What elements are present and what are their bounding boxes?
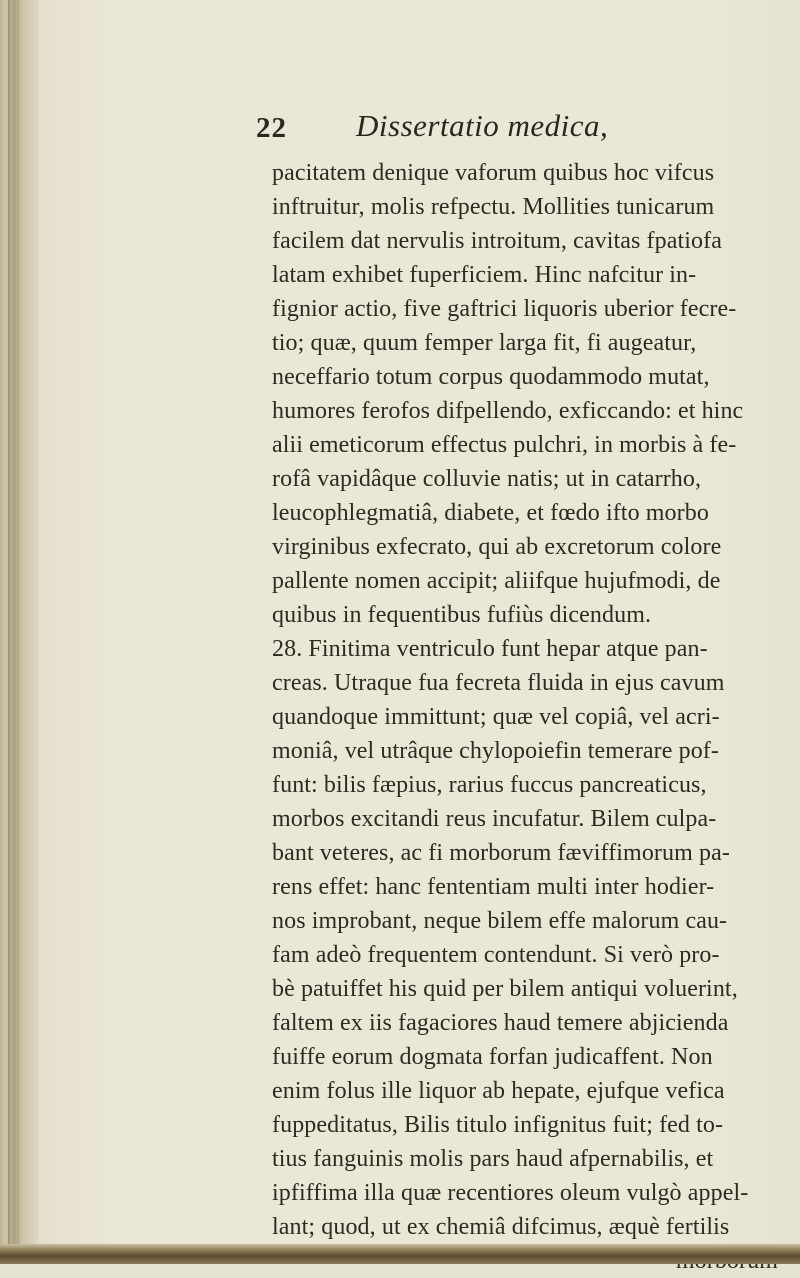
text-line: rofâ vapidâque colluvie natis; ut in catarrho,	[272, 466, 702, 492]
text-line: quibus in fequentibus fufiùs dicendum.	[272, 602, 652, 628]
text-line: morbos excitandi reus incufatur. Bilem culpa-	[272, 806, 717, 832]
page-bottom-edge	[0, 1244, 800, 1264]
text-line: ipfiffima illa quæ recentiores oleum vulgò appel-	[272, 1180, 749, 1206]
text-line: faltem ex iis fagaciores haud temere abjicienda	[272, 1010, 729, 1036]
text-line: virginibus exfecrato, qui ab excretorum colore	[272, 534, 722, 560]
text-line: neceffario totum corpus quodammodo mutat,	[272, 364, 710, 390]
text-line: rens effet: hanc fententiam multi inter hodier-	[272, 874, 715, 900]
text-line: inftruitur, molis refpectu. Mollities tunicarum	[272, 194, 715, 220]
text-line: alii emeticorum effectus pulchri, in morbis à fe-	[272, 432, 737, 458]
text-line: funt: bilis fæpius, rarius fuccus pancreaticus,	[272, 772, 707, 798]
text-line: fuiffe eorum dogmata forfan judicaffent. Non	[272, 1044, 713, 1070]
text-line: bant veteres, ac fi morborum fæviffimorum pa-	[272, 840, 730, 866]
text-line: fignior actio, five gaftrici liquoris uberior fecre-	[272, 296, 737, 322]
text-line: 28. Finitima ventriculo funt hepar atque pan-	[272, 636, 708, 662]
text-line: latam exhibet fuperficiem. Hinc nafcitur in-	[272, 262, 697, 288]
text-line: humores ferofos difpellendo, exficcando: et hinc	[272, 398, 744, 424]
text-line: quandoque immittunt; quæ vel copiâ, vel acri-	[272, 704, 720, 730]
text-line: lant; quod, ut ex chemiâ difcimus, æquè fertilis	[272, 1214, 730, 1240]
text-line: fuppeditatus, Bilis titulo infignitus fuit; fed to-	[272, 1112, 724, 1138]
text-line: creas. Utraque fua fecreta fluida in ejus cavum	[272, 670, 725, 696]
text-line: pacitatem denique vaforum quibus hoc vifcus	[272, 160, 715, 186]
text-line: enim folus ille liquor ab hepate, ejufque vefica	[272, 1078, 725, 1104]
page-header	[256, 108, 796, 154]
text-line: tio; quæ, quum femper larga fit, fi augeatur,	[272, 330, 697, 356]
text-line: bè patuiffet his quid per bilem antiqui voluerint,	[272, 976, 738, 1002]
text-line: fam adeò frequentem contendunt. Si verò pro-	[272, 942, 720, 968]
text-line: moniâ, vel utrâque chylopoiefin temerare pof-	[272, 738, 719, 764]
text-line: leucophlegmatiâ, diabete, et fœdo ifto morbo	[272, 500, 709, 526]
text-line: facilem dat nervulis introitum, cavitas fpatiofa	[272, 228, 722, 254]
body-text	[272, 156, 798, 1278]
text-line: nos improbant, neque bilem effe malorum cau-	[272, 908, 728, 934]
text-line: pallente nomen accipit; aliifque hujufmodi, de	[272, 568, 721, 594]
page-number: 22	[256, 112, 287, 144]
text-line: tius fanguinis molis pars haud afpernabilis, et	[272, 1146, 714, 1172]
binding-edge	[0, 0, 38, 1264]
running-title: Dissertatio medica,	[356, 108, 609, 143]
